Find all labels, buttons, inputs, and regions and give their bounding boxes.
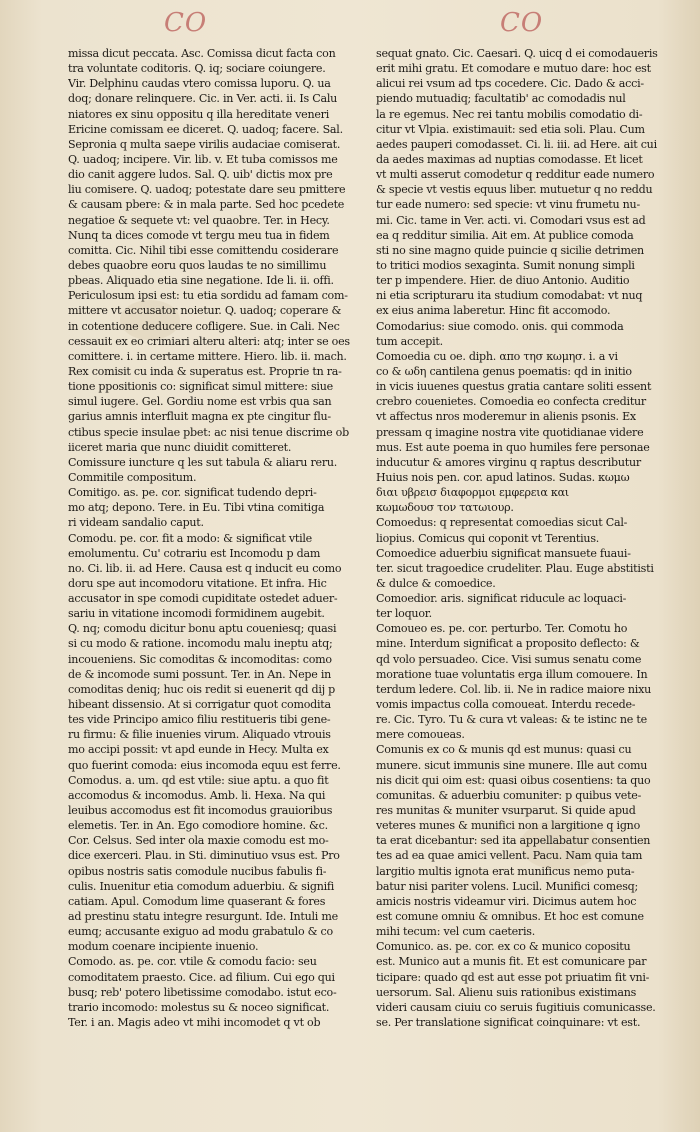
text-line: opibus nostris satis comodule nucibus fabulis fi-	[68, 864, 327, 878]
text-line: mi. Cic. tame in Ver. acti. vi. Comodari vsus est ad	[376, 213, 646, 227]
text-line: busq; reb' potero libetissime comodabo. istut eco-	[68, 985, 337, 999]
running-head-left: CO	[164, 8, 208, 38]
text-line: Comoueo es. pe. cor. perturbo. Ter. Comotu ho	[376, 622, 628, 636]
text-line: Cor. Celsus. Sed inter ola maxie comodu est mo-	[68, 834, 329, 848]
text-line: se. Per translatione significat coinquinare: vt est.	[376, 1016, 641, 1029]
text-line: Commitile compositum.	[68, 470, 197, 484]
text-line: Periculosum ipsi est: tu etia sordidu ad famam com-	[68, 289, 348, 303]
text-line: simul iugere. Gel. Gordiu nome est vrbis qua san	[68, 395, 332, 409]
text-line: Nunq ta dices comode vt tergu meu tua in fidem	[68, 228, 330, 242]
text-line: Sepronia q multa saepe virilis audaciae comiserat.	[68, 137, 341, 151]
text-line: Comunico. as. pe. cor. ex co & munico copositu	[376, 940, 631, 954]
text-line: mo accipi possit: vt apd eunde in Hecy. Multa ex	[68, 743, 329, 757]
text-line: ticipare: quado qd est aut esse pot priuatim fit vni-	[376, 970, 650, 984]
text-line: eumq; accusante exiguo ad modu grabatulo & co	[68, 925, 333, 939]
text-line: Rex comisit cu inda & superatus est. Proprie tn ra-	[68, 364, 342, 378]
text-line: comoditas deniq; huc ois redit si euenerit qd dij p	[68, 682, 336, 696]
text-line: comoditatem praesto. Cice. ad filium. Cui ego qui	[68, 970, 335, 984]
text-line: amicis nostris videamur viri. Dicimus autem hoc	[376, 894, 637, 908]
text-line: mere comoueas.	[376, 728, 465, 742]
text-line: ter p impendere. Hier. de diuo Antonio. Auditio	[376, 274, 630, 288]
text-line: Comodu. pe. cor. fit a modo: & significat vtile	[68, 531, 312, 545]
text-line: accomodus & incomodus. Amb. li. Hexa. Na qui	[68, 788, 326, 802]
text-line: videri causam ciuiu co seruis fugitiuis comunicasse.	[376, 1000, 656, 1014]
text-line: vomis impactus colla comoueat. Interdu recede-	[376, 698, 636, 712]
text-line: liopius. Comicus qui coponit vt Terentius.	[376, 531, 600, 545]
text-line: Comissure iuncture q les sut tabula & aliaru reru.	[68, 455, 338, 469]
text-line: crebro couenietes. Comoedia eo confecta creditur	[376, 395, 646, 409]
text-line: inducutur & amores virginu q raptus descributur	[376, 455, 641, 469]
text-line: κωμωδουσ τον τατωιουρ.	[376, 501, 514, 515]
text-line: & dulce & comoedice.	[376, 576, 496, 590]
text-line: & specie vt vestis equus liber. mutuetur q no reddu	[376, 183, 653, 197]
text-line: doq; donare relinquere. Cic. in Ver. acti. ii. Is Calu	[68, 92, 338, 106]
text-line: no. Ci. lib. ii. ad Here. Causa est q inducit eu como	[68, 561, 342, 575]
text-line: doru spe aut incomodoru vitatione. Et infra. Hic	[68, 576, 327, 590]
text-line: accusator in spe comodi cupiditate ostedet aduer-	[68, 592, 338, 606]
text-line: ta erat dicebantur: sed ita appellabatur consentien	[376, 834, 651, 848]
text-line: Comitigo. as. pe. cor. significat tudendo depri-	[68, 486, 317, 500]
text-line: Huius nois pen. cor. apud latinos. Sudas. κωμω	[376, 470, 630, 484]
text-line: niatores ex sinu oppositu q illa hereditate veneri	[68, 107, 330, 121]
text-line: ri videam sandalio caput.	[68, 516, 204, 530]
text-line: dice exerceri. Plau. in Sti. diminutiuo vsus est. Pro	[68, 849, 340, 863]
text-line: Ericine comissam ee diceret. Q. uadoq; facere. Sal.	[68, 122, 343, 136]
text-line: batur nisi pariter volens. Lucil. Munifici comesq;	[376, 879, 638, 893]
text-column-left	[68, 46, 368, 1030]
text-line: qd volo persuadeo. Cice. Visi sumus senatu come	[376, 652, 642, 666]
text-line: pbeas. Aliquado etia sine negatione. Ide li. ii. offi.	[68, 274, 334, 288]
text-line: est. Munico aut a munis fit. Et est comunicare par	[376, 955, 647, 969]
text-line: Comoedior. aris. significat riducule ac loquaci-	[376, 592, 627, 606]
text-line: ter. sicut tragoedice crudeliter. Plau. Euge abstitisti	[376, 561, 654, 575]
text-line: ter loquor.	[376, 607, 432, 621]
text-line: emolumentu. Cu' cotrariu est Incomodu p dam	[68, 546, 321, 560]
text-line: mine. Interdum significat a proposito deflecto: &	[376, 637, 640, 651]
text-line: da aedes maximas ad nuptias comodasse. Et licet	[376, 152, 643, 166]
text-line: cessauit ex eo crimiari alteru alteri: atq; inter se oes	[68, 334, 350, 348]
text-line: liu comisere. Q. uadoq; potestate dare seu pmittere	[68, 183, 346, 197]
text-line: in vicis iuuenes questus gratia cantare soliti essent	[376, 380, 652, 394]
text-line: ctibus specie insulae pbet: ac nisi tenue discrime ob	[68, 425, 349, 439]
text-line: piendo mutuadiq; facultatib' ac comodadis nul	[376, 92, 626, 106]
text-line: uersorum. Sal. Alienu suis rationibus existimans	[376, 985, 637, 999]
text-line: citur vt Vlpia. existimauit: sed etia soli. Plau. Cum	[376, 122, 645, 136]
text-line: sariu in vitatione incomodi formidinem augebit.	[68, 607, 325, 621]
text-line: alicui rei vsum ad tps cocedere. Cic. Dado & acci-	[376, 77, 644, 91]
text-line: quo fuerint comoda: eius incomoda equu est ferre.	[68, 758, 341, 772]
text-line: veteres munes & munifici non a largitione q igno	[376, 819, 641, 833]
text-line: res munitas & muniter vsurparut. Si quide apud	[376, 804, 636, 818]
text-line: moratione tuae voluntatis erga illum comouere. In	[376, 667, 648, 681]
text-line: Vir. Delphinu caudas vtero comissa luporu. Q. ua	[68, 77, 331, 91]
text-line: terdum ledere. Col. lib. ii. Ne in radice maiore nixu	[376, 682, 651, 696]
text-line: Ter. i an. Magis adeo vt mihi incomodet q vt ob	[68, 1016, 321, 1029]
text-line: catiam. Apul. Comodum lime quaserant & fores	[68, 894, 326, 908]
text-line: negatioe & sequete vt: vel quaobre. Ter. in Hecy.	[68, 213, 330, 227]
text-line: Comoedia cu oe. diph. απο τησ κωμησ. i. a vi	[376, 349, 618, 363]
text-line: largitio multis ignota erat munificus nemo puta-	[376, 864, 635, 878]
text-line: garius amnis interfluit magna ex pte cingitur flu-	[68, 410, 331, 424]
text-line: incoueniens. Sic comoditas & incomoditas: como	[68, 652, 332, 666]
text-line: tes vide Principo amico filiu restitueris tibi gene-	[68, 713, 331, 727]
text-line: la re egemus. Nec rei tantu mobilis comodatio di-	[376, 107, 643, 121]
text-column-right	[376, 46, 676, 1030]
text-line: in cotentione deducere cofligere. Sue. in Cali. Nec	[68, 319, 340, 333]
text-line: Comodo. as. pe. cor. vtile & comodu facio: seu	[68, 955, 317, 969]
text-line: tur eade numero: sed specie: vt vinu frumetu nu-	[376, 198, 640, 212]
text-line: Comodus. a. um. qd est vtile: siue aptu. a quo fit	[68, 773, 329, 787]
text-line: modum coenare incipiente inuenio.	[68, 940, 259, 954]
text-line: sequat gnato. Cic. Caesari. Q. uicq d ei comodaueris	[376, 47, 658, 60]
text-line: aedes pauperi comodasset. Ci. li. iii. ad Here. ait cui	[376, 137, 657, 151]
text-line: vt affectus nros moderemur in alienis psonis. Ex	[376, 410, 636, 424]
text-line: erit mihi gratu. Et comodare e mutuo dare: hoc est	[376, 62, 651, 76]
text-line: re. Cic. Tyro. Tu & cura vt valeas: & te istinc ne te	[376, 713, 647, 727]
text-line: tione ppositionis co: significat simul mittere: siue	[68, 380, 333, 394]
text-line: sti no sine magno quide puincie q sicilie detrimen	[376, 243, 644, 257]
text-line: Comodarius: siue comodo. onis. qui commoda	[376, 319, 624, 333]
text-line: pressam q imagine nostra vite quotidianae videre	[376, 425, 644, 439]
text-line: tra voluntate coditoris. Q. iq; sociare coiungere.	[68, 62, 326, 76]
text-line: leuibus accomodus est fit incomodus grauioribus	[68, 804, 333, 818]
text-line: debes quaobre eoru quos laudas te no simillimu	[68, 258, 327, 272]
text-line: ru firmu: & filie inuenies virum. Aliquado vtrouis	[68, 728, 331, 742]
text-line: Comoedus: q representat comoedias sicut Cal-	[376, 516, 628, 530]
text-line: hibeant dissensio. At si corrigatur quot comodita	[68, 698, 331, 712]
text-line: ex eius anima laberetur. Hinc fit accomodo.	[376, 304, 611, 318]
text-line: iiceret maria que nunc diuidit comitteret.	[68, 440, 292, 454]
text-line: comitta. Cic. Nihil tibi esse comittendu cosiderare	[68, 243, 339, 257]
text-line: ea q redditur similia. Ait em. At publice comoda	[376, 228, 634, 242]
text-line: to tritici modios sexaginta. Sumit nonung simpli	[376, 258, 635, 272]
text-line: vt multi asserut comodetur q redditur eade numero	[376, 168, 655, 182]
text-line: διαι υβρεισ διαφορμοι εμφερεια και	[376, 486, 569, 500]
text-line: comunitas. & aduerbiu comuniter: p quibus vete-	[376, 788, 642, 802]
text-line: trario incomodo: molestus su & noceo significat.	[68, 1000, 330, 1014]
text-line: culis. Inuenitur etia comodum aduerbiu. & signifi	[68, 879, 335, 893]
text-line: nis dicit qui oim est: quasi oibus cosentiens: ta quo	[376, 773, 651, 787]
text-line: co & ωδη cantilena genus poematis: qd in initio	[376, 364, 632, 378]
running-head-right: CO	[500, 8, 544, 38]
text-line: si cu modo & ratione. incomodu malu ineptu atq;	[68, 637, 333, 651]
text-line: missa dicut peccata. Asc. Comissa dicut facta con	[68, 47, 336, 60]
text-line: mihi tecum: vel cum caeteris.	[376, 925, 535, 939]
text-line: tum accepit.	[376, 334, 443, 348]
text-line: tes ad ea quae amici vellent. Pacu. Nam quia tam	[376, 849, 643, 863]
text-line: Q. nq; comodu dicitur bonu aptu coueniesq; quasi	[68, 622, 337, 636]
text-line: dio canit aggere ludos. Sal. Q. uib' dictis mox pre	[68, 168, 333, 182]
text-line: ad prestinu statu integre resurgunt. Ide. Intuli me	[68, 910, 338, 924]
text-line: Comunis ex co & munis qd est munus: quasi cu	[376, 743, 632, 757]
text-line: elemetis. Ter. in An. Ego comodiore homine. &c.	[68, 819, 328, 833]
text-line: est comune omniu & omnibus. Et hoc est comune	[376, 910, 644, 924]
text-line: comittere. i. in certame mittere. Hiero. lib. ii. mach.	[68, 349, 347, 363]
text-line: ni etia scripturaru ita studium comodabat: vt nuq	[376, 289, 643, 303]
text-line: mus. Est aute poema in quo humiles fere personae	[376, 440, 650, 454]
text-line: mittere vt accusator noietur. Q. uadoq; coperare &	[68, 304, 342, 318]
text-line: munere. sicut immunis sine munere. Ille aut comu	[376, 758, 648, 772]
text-line: de & incomode sumi possunt. Ter. in An. Nepe in	[68, 667, 332, 681]
text-line: & causam pbere: & in mala parte. Sed hoc pcedete	[68, 198, 345, 212]
text-line: Comoedice aduerbiu significat mansuete fuaui-	[376, 546, 631, 560]
text-line: mo atq; depono. Tere. in Eu. Tibi vtina comitiga	[68, 501, 325, 515]
text-line: Q. uadoq; incipere. Vir. lib. v. Et tuba comissos me	[68, 152, 338, 166]
